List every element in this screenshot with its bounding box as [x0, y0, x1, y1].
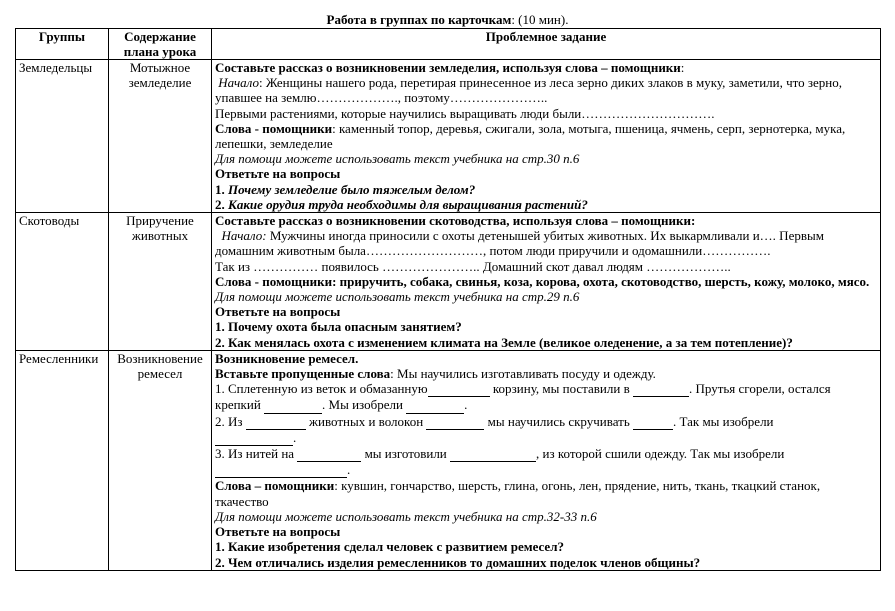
blank-field: [246, 414, 306, 430]
fill-sentence-1: [215, 381, 877, 413]
textbook-hint: Для помощи можете использовать текст учебника на стр.32-33 п.6: [215, 508, 597, 524]
helpers-text: : каменный топор, деревья, сжигали, зола, мотыга, пшеница, ячмень, серп, зернотерка, мука, лепешки, земледелие: [215, 120, 846, 152]
textbook-hint: Для помощи можете использовать текст учебника на стр.29 п.6: [215, 289, 580, 305]
question-1: 1. Почему охота была опасным занятием?: [215, 319, 462, 335]
title-bold: Работа в группах по карточкам: [326, 12, 512, 27]
blank-field: [215, 430, 293, 446]
sentence-text: .: [464, 397, 468, 413]
sentence-text: мы научились скручивать: [484, 413, 633, 429]
task-heading-colon: :: [680, 60, 685, 75]
helpers-text: : приручить, собака, свинья, коза, корова, охота, скотоводство, шерсть, кожу, молоко, мясо.: [332, 273, 870, 289]
table-row: [16, 60, 881, 213]
task-line: Первыми растениями, которые научились выращивать люди были………………………….: [215, 105, 715, 121]
sentence-text: .: [293, 429, 297, 445]
helpers-text: : кувшин, гончарство, шерсть, глина, огонь, лен, прядение, нить, ткань, ткацкий станок, ткачество: [215, 478, 821, 509]
group-cell: Земледельцы: [16, 60, 109, 213]
start-label: Начало: [218, 75, 259, 91]
fill-sentence-3: [215, 446, 877, 478]
sentence-text: животных и волокон: [305, 413, 427, 429]
fill-sentence-2: [215, 414, 877, 446]
blank-field: [215, 462, 347, 478]
task-heading: Составьте рассказ о возникновении земледелия, используя слова – помощники: [215, 60, 681, 75]
task-heading: Возникновение ремесел.: [215, 350, 359, 366]
sentence-text: , из которой сшили одежду. Так мы изобрели: [536, 446, 785, 462]
sentence-text: мы изготовили: [361, 446, 451, 462]
textbook-hint: Для помощи можете использовать текст учебника на стр.30 п.6: [215, 151, 580, 167]
fill-label: Вставьте пропущенные слова: [215, 366, 391, 382]
sentence-text: .: [347, 462, 351, 478]
start-text: : Женщины нашего рода, перетирая принесенное из леса зерно диких злаков в муку, заметили, что зерно, упавшее на землю………………., поэтому…………………..: [215, 75, 843, 106]
sentence-text: 2. Из: [215, 413, 246, 429]
task-heading: Составьте рассказ о возникновении скотоводства, используя слова – помощники:: [215, 213, 696, 229]
helpers-label: Слова - помощники: [215, 120, 333, 136]
content-cell: Мотыжное земледелие: [109, 60, 212, 213]
header-task: Проблемное задание: [212, 29, 881, 60]
question-1: 1. Какие изобретения сделал человек с развитием ремесел?: [215, 539, 564, 555]
table-header-row: [16, 29, 881, 60]
sentence-text: . Прутья сгорели, остался крепкий: [215, 381, 831, 413]
task-cell: [212, 60, 881, 213]
answer-label: Ответьте на вопросы: [215, 304, 341, 320]
sentence-text: . Так мы изобрели: [673, 413, 774, 429]
content-cell: Приручение животных: [109, 213, 212, 351]
question-2: Какие орудия труда необходимы для выращивания растений?: [228, 196, 588, 212]
group-cell: Ремесленники: [16, 350, 109, 570]
blank-field: [428, 381, 490, 397]
title-rest: : (10 мин).: [511, 12, 569, 27]
task-line: Так из …………… появилось ………………….. Домашний скот давал людям ………………..: [215, 258, 731, 274]
header-content: Содержание плана урока: [109, 29, 212, 60]
sentence-text: 3. Из нитей на: [215, 446, 298, 462]
blank-field: [264, 397, 322, 413]
page-title: [0, 12, 895, 27]
blank-field: [297, 446, 361, 462]
start-label: Начало:: [221, 228, 267, 244]
start-text: Мужчины иногда приносили с охоты детенышей убитых животных. Их выкармливали и…. Первым домашним животным была………………………, потом люди приручили и одомашнили…………….: [215, 228, 824, 259]
content-cell: Возникновение ремесел: [109, 350, 212, 570]
question-2: 2. Чем отличались изделия ремесленников то домашних поделок членов общины?: [215, 554, 701, 570]
sentence-text: корзину, мы поставили в: [489, 381, 633, 397]
answer-label: Ответьте на вопросы: [215, 524, 341, 540]
blank-field: [633, 381, 689, 397]
helpers-label: Слова - помощники: [215, 273, 333, 289]
task-cell: [212, 213, 881, 351]
sentence-text: . Мы изобрели: [322, 397, 407, 413]
question-number: 2.: [215, 196, 228, 212]
question-1: Почему земледелие было тяжелым делом?: [228, 181, 476, 197]
tasks-table: [15, 28, 881, 571]
sentence-text: 1. Сплетенную из веток и обмазанную: [215, 381, 428, 397]
helpers-label: Слова – помощники: [215, 478, 335, 494]
header-groups: Группы: [16, 29, 109, 60]
table-row: [16, 350, 881, 570]
table-row: [16, 213, 881, 351]
blank-field: [426, 414, 484, 430]
answer-label: Ответьте на вопросы: [215, 166, 341, 182]
question-number: 1.: [215, 181, 228, 197]
blank-field: [450, 446, 536, 462]
blank-field: [406, 397, 464, 413]
question-2: 2. Как менялась охота с изменением климата на Земле (великое оледенение, а за тем потепление)?: [215, 334, 793, 350]
fill-text: : Мы научились изготавливать посуду и одежду.: [390, 366, 656, 382]
task-cell: [212, 350, 881, 570]
blank-field: [633, 414, 673, 430]
group-cell: Скотоводы: [16, 213, 109, 351]
